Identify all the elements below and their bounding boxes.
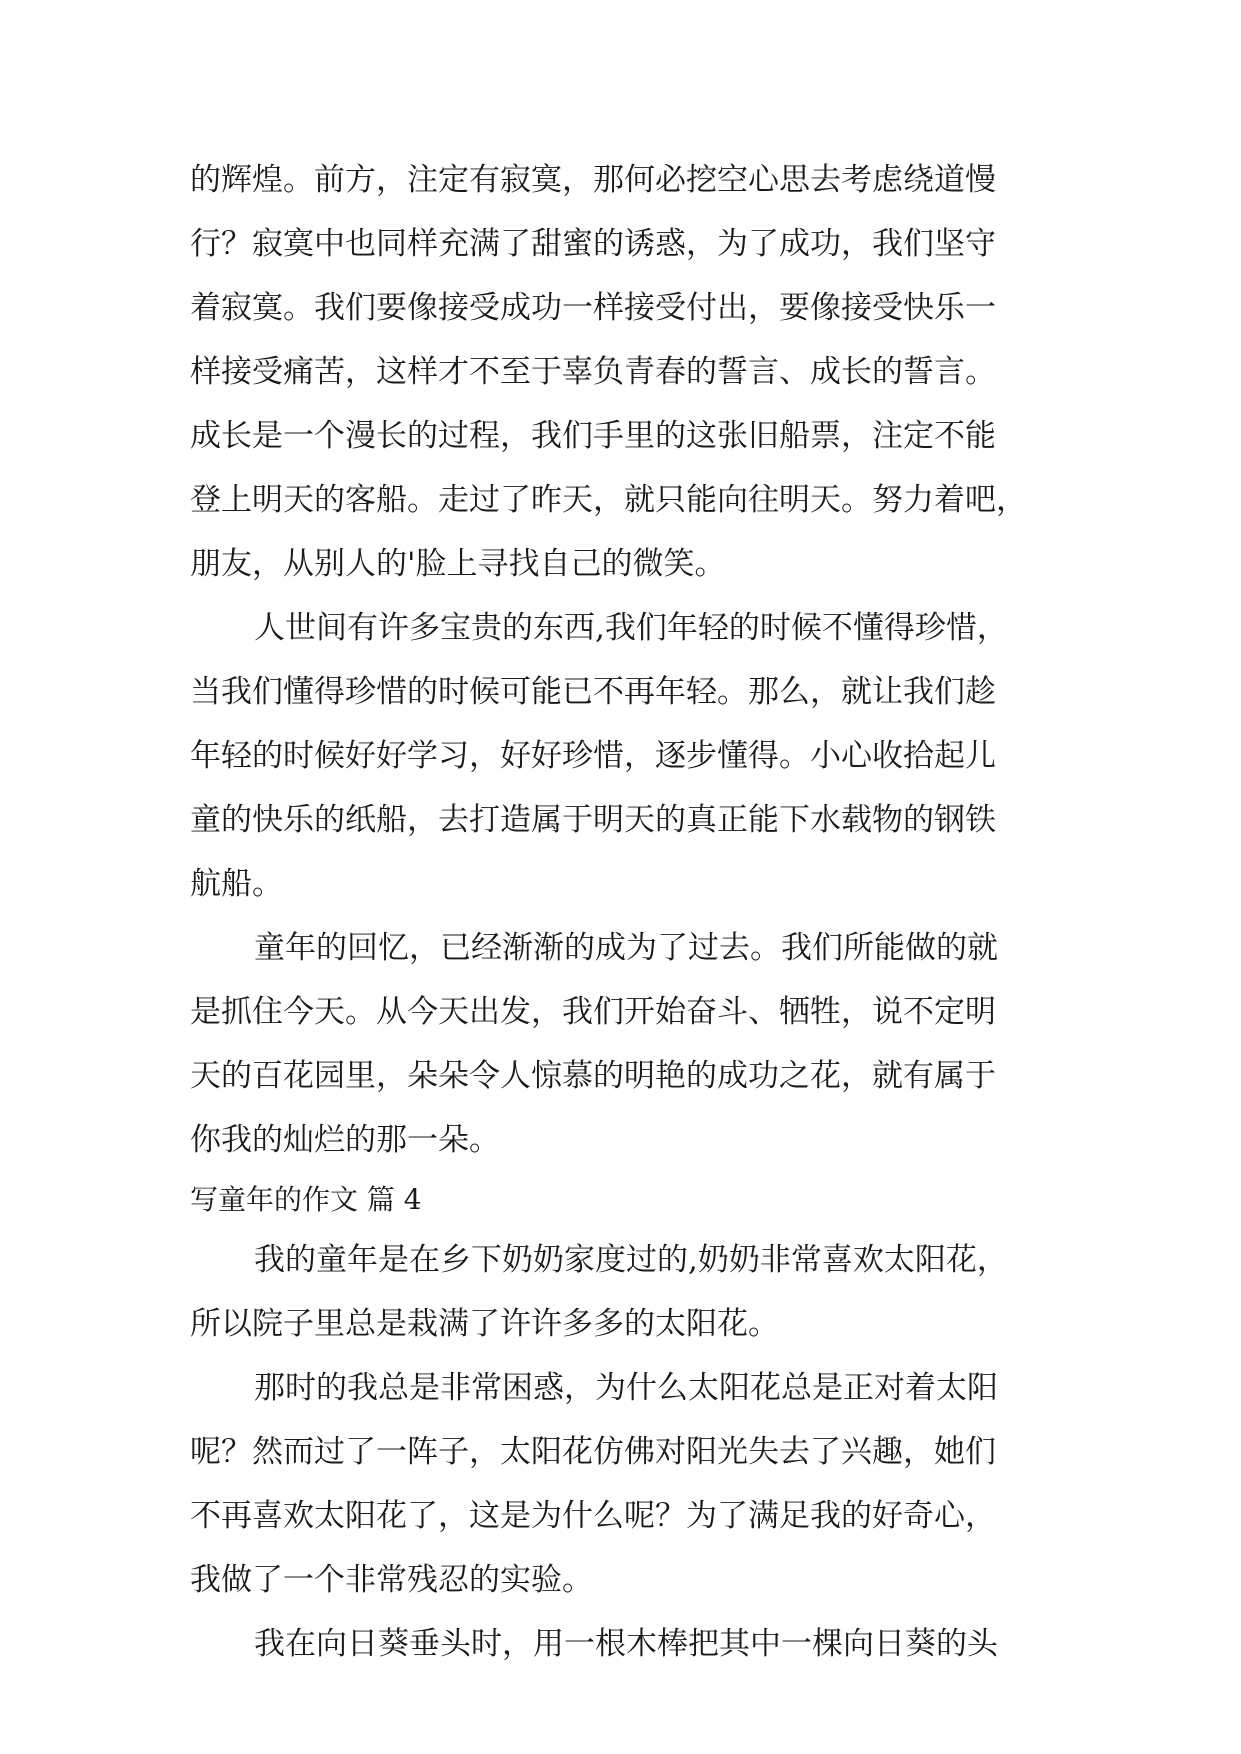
- document-body: [190, 148, 1070, 1676]
- text-line: 那时的我总是非常困惑，为什么太阳花总是正对着太阳: [254, 1370, 998, 1406]
- text-line: 人世间有许多宝贵的东西,我们年轻的时候不懂得珍惜，: [254, 610, 1008, 646]
- text-line: 我做了一个非常残忍的实验。: [190, 1562, 593, 1598]
- text-line: 的辉煌。前方，注定有寂寞，那何必挖空心思去考虑绕道慢: [190, 162, 996, 198]
- text-line: 年轻的时候好好学习，好好珍惜，逐步懂得。小心收拾起儿: [190, 738, 996, 774]
- text-line: 我的童年是在乡下奶奶家度过的,奶奶非常喜欢太阳花，: [254, 1242, 1008, 1278]
- text-line: 天的百花园里，朵朵令人惊慕的明艳的成功之花，就有属于: [190, 1058, 996, 1094]
- text-line: 着寂寞。我们要像接受成功一样接受付出，要像接受快乐一: [190, 290, 996, 326]
- text-line: 童的快乐的纸船，去打造属于明天的真正能下水载物的钢铁: [190, 802, 996, 838]
- paragraph: [190, 1356, 1070, 1612]
- text-line: 所以院子里总是栽满了许许多多的太阳花。: [190, 1306, 779, 1342]
- text-line: 行？寂寞中也同样充满了甜蜜的诱惑，为了成功，我们坚守: [190, 226, 996, 262]
- section-heading: 写童年的作文 篇 4: [190, 1183, 422, 1216]
- text-line: 朋友，从别人的'脸上寻找自己的微笑。: [190, 546, 726, 582]
- text-line: 是抓住今天。从今天出发，我们开始奋斗、牺牲，说不定明: [190, 994, 996, 1030]
- text-line: 不再喜欢太阳花了，这是为什么呢？为了满足我的好奇心，: [190, 1498, 996, 1534]
- paragraph: [190, 916, 1070, 1172]
- text-line: 登上明天的客船。走过了昨天，就只能向往明天。努力着吧，: [190, 482, 1027, 518]
- text-line: 当我们懂得珍惜的时候可能已不再年轻。那么，就让我们趁: [190, 674, 996, 710]
- text-line: 成长是一个漫长的过程，我们手里的这张旧船票，注定不能: [190, 418, 996, 454]
- paragraph: [190, 596, 1070, 916]
- paragraph: [190, 1228, 1070, 1356]
- text-line: 航船。: [190, 866, 283, 902]
- text-line: 我在向日葵垂头时，用一根木棒把其中一棵向日葵的头: [254, 1626, 998, 1662]
- text-line: 童年的回忆，已经渐渐的成为了过去。我们所能做的就: [254, 930, 998, 966]
- text-line: 你我的灿烂的那一朵。: [190, 1122, 500, 1158]
- paragraph: [190, 148, 1070, 596]
- text-line: 样接受痛苦，这样才不至于辜负青春的誓言、成长的誓言。: [190, 354, 996, 390]
- text-line: 呢？然而过了一阵子，太阳花仿佛对阳光失去了兴趣，她们: [190, 1434, 996, 1470]
- paragraph: [190, 1612, 1070, 1676]
